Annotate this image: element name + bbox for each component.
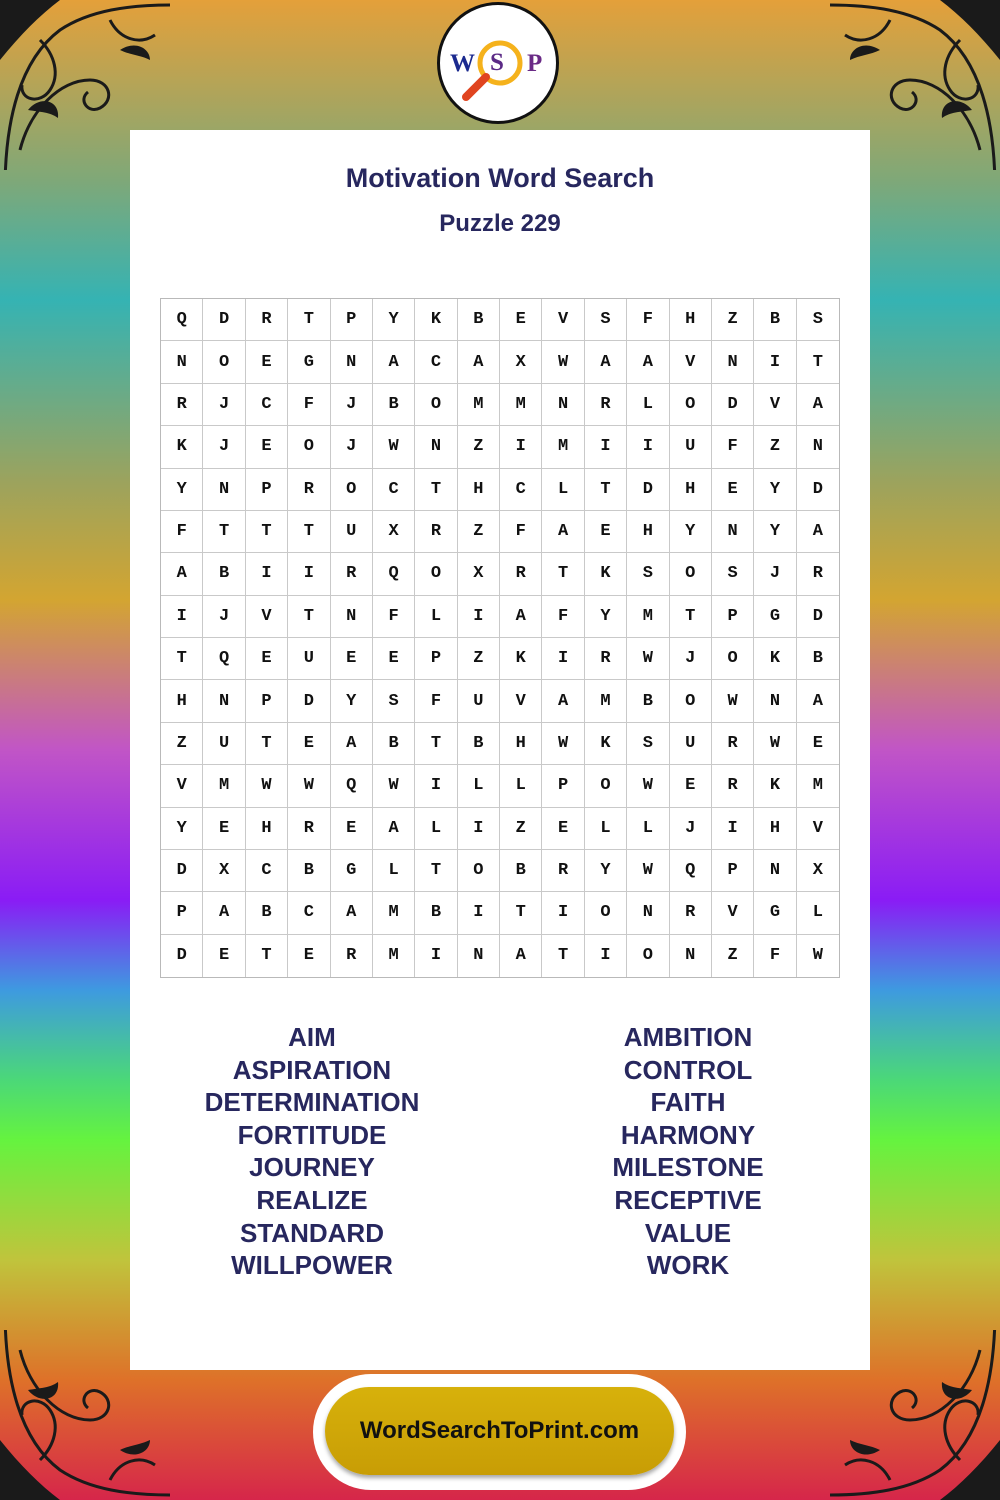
- word-list-item: FORTITUDE: [237, 1119, 387, 1150]
- grid-cell: A: [331, 723, 373, 765]
- grid-cell: K: [161, 426, 203, 468]
- wsp-logo: [437, 2, 559, 124]
- grid-cell: E: [712, 469, 754, 511]
- grid-cell: Y: [585, 596, 627, 638]
- grid-cell: Z: [161, 723, 203, 765]
- grid-cell: D: [203, 299, 245, 341]
- grid-cell: T: [203, 511, 245, 553]
- grid-cell: M: [373, 892, 415, 934]
- grid-cell: D: [288, 680, 330, 722]
- grid-cell: J: [331, 426, 373, 468]
- grid-cell: E: [203, 808, 245, 850]
- grid-cell: G: [288, 341, 330, 383]
- grid-cell: E: [331, 638, 373, 680]
- grid-cell: E: [500, 299, 542, 341]
- grid-cell: W: [373, 426, 415, 468]
- grid-cell: K: [585, 553, 627, 595]
- grid-cell: T: [415, 469, 457, 511]
- grid-cell: P: [246, 469, 288, 511]
- grid-cell: T: [288, 511, 330, 553]
- grid-cell: T: [585, 469, 627, 511]
- grid-cell: E: [288, 723, 330, 765]
- word-list-item: MILESTONE: [612, 1152, 764, 1183]
- grid-cell: N: [458, 935, 500, 977]
- grid-cell: Z: [458, 511, 500, 553]
- grid-cell: V: [161, 765, 203, 807]
- grid-cell: R: [500, 553, 542, 595]
- grid-cell: B: [458, 723, 500, 765]
- word-list-item: DETERMINATION: [204, 1087, 420, 1118]
- grid-cell: N: [712, 511, 754, 553]
- grid-cell: E: [542, 808, 584, 850]
- grid-cell: E: [670, 765, 712, 807]
- grid-cell: C: [288, 892, 330, 934]
- grid-cell: B: [373, 723, 415, 765]
- grid-cell: B: [246, 892, 288, 934]
- grid-cell: H: [246, 808, 288, 850]
- grid-cell: J: [331, 384, 373, 426]
- grid-cell: V: [500, 680, 542, 722]
- grid-cell: T: [246, 511, 288, 553]
- grid-cell: L: [415, 596, 457, 638]
- grid-cell: F: [627, 299, 669, 341]
- grid-cell: N: [797, 426, 839, 468]
- grid-cell: S: [627, 553, 669, 595]
- word-list-item: HARMONY: [620, 1119, 756, 1150]
- grid-cell: C: [246, 850, 288, 892]
- grid-cell: R: [161, 384, 203, 426]
- grid-cell: B: [373, 384, 415, 426]
- grid-cell: L: [585, 808, 627, 850]
- grid-cell: C: [415, 341, 457, 383]
- grid-cell: N: [203, 469, 245, 511]
- grid-cell: I: [585, 935, 627, 977]
- grid-cell: E: [331, 808, 373, 850]
- grid-cell: B: [797, 638, 839, 680]
- grid-cell: H: [161, 680, 203, 722]
- grid-cell: J: [754, 553, 796, 595]
- grid-cell: Q: [161, 299, 203, 341]
- grid-cell: D: [712, 384, 754, 426]
- grid-cell: W: [627, 765, 669, 807]
- grid-cell: K: [500, 638, 542, 680]
- grid-cell: A: [542, 680, 584, 722]
- grid-cell: N: [754, 850, 796, 892]
- logo-letter-s: S: [490, 49, 504, 76]
- grid-cell: J: [670, 808, 712, 850]
- grid-cell: F: [415, 680, 457, 722]
- grid-cell: D: [797, 596, 839, 638]
- grid-cell: F: [754, 935, 796, 977]
- grid-cell: W: [288, 765, 330, 807]
- word-list-item: JOURNEY: [249, 1152, 375, 1183]
- grid-cell: T: [542, 553, 584, 595]
- grid-cell: M: [458, 384, 500, 426]
- grid-cell: I: [415, 765, 457, 807]
- grid-cell: W: [246, 765, 288, 807]
- grid-cell: F: [161, 511, 203, 553]
- grid-cell: O: [288, 426, 330, 468]
- grid-cell: L: [627, 384, 669, 426]
- grid-cell: E: [203, 935, 245, 977]
- grid-cell: K: [754, 765, 796, 807]
- grid-cell: M: [627, 596, 669, 638]
- page-title: Motivation Word Search: [345, 163, 655, 193]
- grid-cell: B: [203, 553, 245, 595]
- grid-cell: V: [670, 341, 712, 383]
- grid-cell: W: [627, 850, 669, 892]
- grid-cell: R: [288, 808, 330, 850]
- grid-cell: O: [670, 553, 712, 595]
- word-list-item: STANDARD: [240, 1217, 384, 1248]
- grid-cell: S: [585, 299, 627, 341]
- grid-cell: I: [458, 808, 500, 850]
- grid-cell: W: [542, 723, 584, 765]
- grid-cell: Z: [458, 426, 500, 468]
- grid-cell: K: [585, 723, 627, 765]
- grid-cell: L: [373, 850, 415, 892]
- word-list-item: WILLPOWER: [231, 1250, 393, 1281]
- grid-cell: D: [161, 935, 203, 977]
- grid-cell: L: [542, 469, 584, 511]
- grid-cell: W: [627, 638, 669, 680]
- grid-cell: U: [458, 680, 500, 722]
- grid-cell: T: [797, 341, 839, 383]
- grid-cell: C: [246, 384, 288, 426]
- grid-cell: P: [712, 850, 754, 892]
- word-list-item: VALUE: [644, 1217, 732, 1248]
- grid-cell: T: [500, 892, 542, 934]
- grid-cell: I: [627, 426, 669, 468]
- grid-cell: I: [458, 596, 500, 638]
- grid-cell: O: [627, 935, 669, 977]
- grid-cell: I: [542, 638, 584, 680]
- word-list-item: ASPIRATION: [232, 1054, 392, 1085]
- grid-cell: R: [670, 892, 712, 934]
- grid-cell: A: [458, 341, 500, 383]
- grid-cell: B: [288, 850, 330, 892]
- grid-cell: P: [161, 892, 203, 934]
- grid-cell: J: [203, 596, 245, 638]
- grid-cell: T: [670, 596, 712, 638]
- grid-cell: O: [712, 638, 754, 680]
- grid-cell: E: [373, 638, 415, 680]
- grid-cell: B: [500, 850, 542, 892]
- grid-cell: O: [585, 765, 627, 807]
- grid-cell: W: [754, 723, 796, 765]
- grid-cell: C: [500, 469, 542, 511]
- grid-cell: A: [203, 892, 245, 934]
- grid-cell: L: [627, 808, 669, 850]
- grid-cell: F: [712, 426, 754, 468]
- grid-cell: W: [812, 946, 823, 966]
- grid-cell: V: [754, 384, 796, 426]
- grid-cell: K: [415, 299, 457, 341]
- grid-cell: Y: [161, 808, 203, 850]
- grid-cell: S: [627, 723, 669, 765]
- grid-cell: U: [670, 426, 712, 468]
- grid-cell: Z: [712, 299, 754, 341]
- word-list-item: AIM: [288, 1022, 336, 1052]
- grid-cell: U: [203, 723, 245, 765]
- grid-cell: A: [542, 511, 584, 553]
- grid-cell: I: [585, 426, 627, 468]
- grid-cell: W: [373, 765, 415, 807]
- grid-cell: N: [331, 596, 373, 638]
- grid-cell: O: [670, 384, 712, 426]
- grid-cell: U: [670, 723, 712, 765]
- grid-cell: Y: [754, 511, 796, 553]
- grid-cell: O: [331, 469, 373, 511]
- grid-cell: O: [203, 341, 245, 383]
- grid-cell: I: [458, 892, 500, 934]
- grid-cell: H: [754, 808, 796, 850]
- grid-cell: N: [670, 935, 712, 977]
- grid-cell: O: [458, 850, 500, 892]
- grid-cell: Y: [585, 850, 627, 892]
- grid-cell: E: [585, 511, 627, 553]
- grid-cell: A: [331, 892, 373, 934]
- grid-cell: B: [415, 892, 457, 934]
- grid-cell: E: [246, 638, 288, 680]
- grid-cell: V: [542, 299, 584, 341]
- grid-cell: X: [203, 850, 245, 892]
- grid-cell: X: [797, 850, 839, 892]
- grid-cell: O: [415, 553, 457, 595]
- grid-cell: L: [797, 892, 839, 934]
- grid-cell: M: [373, 935, 415, 977]
- grid-cell: N: [542, 384, 584, 426]
- grid-cell: S: [712, 553, 754, 595]
- website-link[interactable]: WordSearchToPrint.com: [325, 1387, 674, 1475]
- grid-cell: F: [288, 384, 330, 426]
- grid-cell: F: [542, 596, 584, 638]
- grid-cell: Y: [331, 680, 373, 722]
- grid-cell: P: [415, 638, 457, 680]
- grid-cell: K: [754, 638, 796, 680]
- grid-cell: V: [712, 892, 754, 934]
- grid-cell: P: [712, 596, 754, 638]
- grid-cell: A: [373, 341, 415, 383]
- grid-cell: I: [246, 553, 288, 595]
- grid-cell: N: [203, 680, 245, 722]
- grid-cell: M: [500, 384, 542, 426]
- grid-cell: Z: [458, 638, 500, 680]
- grid-cell: G: [754, 596, 796, 638]
- grid-cell: S: [373, 680, 415, 722]
- grid-cell: T: [288, 596, 330, 638]
- grid-cell: Y: [373, 299, 415, 341]
- grid-cell: W: [542, 341, 584, 383]
- grid-cell: N: [415, 426, 457, 468]
- grid-cell: S: [797, 299, 839, 341]
- grid-cell: A: [627, 341, 669, 383]
- grid-cell: A: [797, 511, 839, 553]
- grid-cell: O: [670, 680, 712, 722]
- grid-cell: H: [670, 299, 712, 341]
- grid-cell: N: [754, 680, 796, 722]
- grid-cell: E: [288, 935, 330, 977]
- grid-cell: U: [288, 638, 330, 680]
- word-list-item: WORK: [646, 1250, 730, 1281]
- grid-cell: R: [331, 553, 373, 595]
- grid-cell: Q: [373, 553, 415, 595]
- grid-cell: J: [670, 638, 712, 680]
- grid-cell: H: [670, 469, 712, 511]
- grid-cell: D: [161, 850, 203, 892]
- grid-cell: A: [161, 553, 203, 595]
- grid-cell: A: [797, 384, 839, 426]
- word-list-left: [162, 1021, 462, 1282]
- grid-cell: N: [331, 341, 373, 383]
- grid-cell: O: [585, 892, 627, 934]
- grid-cell: E: [246, 426, 288, 468]
- grid-cell: Q: [331, 765, 373, 807]
- grid-cell: B: [754, 299, 796, 341]
- grid-cell: Y: [754, 469, 796, 511]
- grid-cell: N: [627, 892, 669, 934]
- word-list-item: REALIZE: [256, 1184, 368, 1215]
- grid-cell: T: [246, 723, 288, 765]
- grid-cell: T: [415, 723, 457, 765]
- grid-cell: H: [500, 723, 542, 765]
- grid-cell: V: [797, 808, 839, 850]
- grid-cell: J: [203, 426, 245, 468]
- grid-cell: J: [203, 384, 245, 426]
- grid-cell: X: [458, 553, 500, 595]
- grid-cell: X: [500, 341, 542, 383]
- grid-cell: I: [500, 426, 542, 468]
- grid-cell: R: [797, 553, 839, 595]
- grid-cell: R: [331, 935, 373, 977]
- grid-cell: R: [712, 723, 754, 765]
- grid-cell: M: [203, 765, 245, 807]
- grid-cell: Z: [500, 808, 542, 850]
- grid-cell: Z: [712, 935, 754, 977]
- grid-cell: Y: [161, 469, 203, 511]
- grid-cell: B: [627, 680, 669, 722]
- grid-cell: I: [754, 341, 796, 383]
- grid-cell: R: [542, 850, 584, 892]
- grid-cell: I: [712, 808, 754, 850]
- grid-cell: O: [415, 384, 457, 426]
- grid-cell: A: [797, 680, 839, 722]
- grid-cell: L: [458, 765, 500, 807]
- grid-cell: D: [627, 469, 669, 511]
- grid-cell: B: [458, 299, 500, 341]
- grid-cell: T: [246, 935, 288, 977]
- grid-cell: P: [246, 680, 288, 722]
- grid-cell: H: [627, 511, 669, 553]
- grid-cell: T: [161, 638, 203, 680]
- grid-cell: D: [797, 469, 839, 511]
- grid-cell: M: [797, 765, 839, 807]
- logo-letter-p: P: [527, 50, 543, 77]
- grid-cell: U: [331, 511, 373, 553]
- grid-cell: N: [161, 341, 203, 383]
- word-list-item: AMBITION: [623, 1022, 753, 1052]
- grid-cell: R: [415, 511, 457, 553]
- grid-cell: L: [415, 808, 457, 850]
- grid-cell: I: [415, 935, 457, 977]
- grid-cell: G: [331, 850, 373, 892]
- grid-cell: P: [331, 299, 373, 341]
- grid-cell: G: [754, 892, 796, 934]
- grid-cell: A: [585, 341, 627, 383]
- grid-cell: M: [542, 426, 584, 468]
- grid-cell: I: [288, 553, 330, 595]
- grid-cell: T: [288, 299, 330, 341]
- word-list-item: CONTROL: [623, 1054, 753, 1085]
- grid-cell: R: [712, 765, 754, 807]
- grid-cell: L: [500, 765, 542, 807]
- grid-cell: H: [458, 469, 500, 511]
- grid-cell: Q: [203, 638, 245, 680]
- grid-cell: E: [246, 341, 288, 383]
- grid-cell: T: [415, 850, 457, 892]
- word-list-item: RECEPTIVE: [614, 1184, 762, 1215]
- logo-letter-w: W: [450, 50, 475, 77]
- grid-cell: A: [500, 596, 542, 638]
- grid-cell: Y: [670, 511, 712, 553]
- grid-cell: P: [542, 765, 584, 807]
- grid-cell: X: [373, 511, 415, 553]
- grid-cell: Q: [670, 850, 712, 892]
- letter-grid: [160, 298, 840, 978]
- grid-cell: M: [585, 680, 627, 722]
- grid-cell: R: [288, 469, 330, 511]
- grid-cell: I: [542, 892, 584, 934]
- grid-cell: W: [712, 680, 754, 722]
- grid-cell: N: [712, 341, 754, 383]
- grid-cell: R: [246, 299, 288, 341]
- grid-cell: C: [373, 469, 415, 511]
- grid-cell: E: [797, 723, 839, 765]
- footer-badge: [313, 1374, 686, 1490]
- grid-cell: F: [373, 596, 415, 638]
- grid-cell: V: [246, 596, 288, 638]
- grid-cell: A: [373, 808, 415, 850]
- puzzle-number: Puzzle 229: [439, 210, 561, 237]
- grid-cell: I: [161, 596, 203, 638]
- grid-cell: Z: [754, 426, 796, 468]
- grid-cell: A: [500, 935, 542, 977]
- grid-cell: R: [585, 638, 627, 680]
- grid-cell: T: [542, 935, 584, 977]
- grid-cell: F: [500, 511, 542, 553]
- word-list-right: [538, 1021, 838, 1282]
- word-list-item: FAITH: [650, 1087, 726, 1118]
- grid-cell: R: [585, 384, 627, 426]
